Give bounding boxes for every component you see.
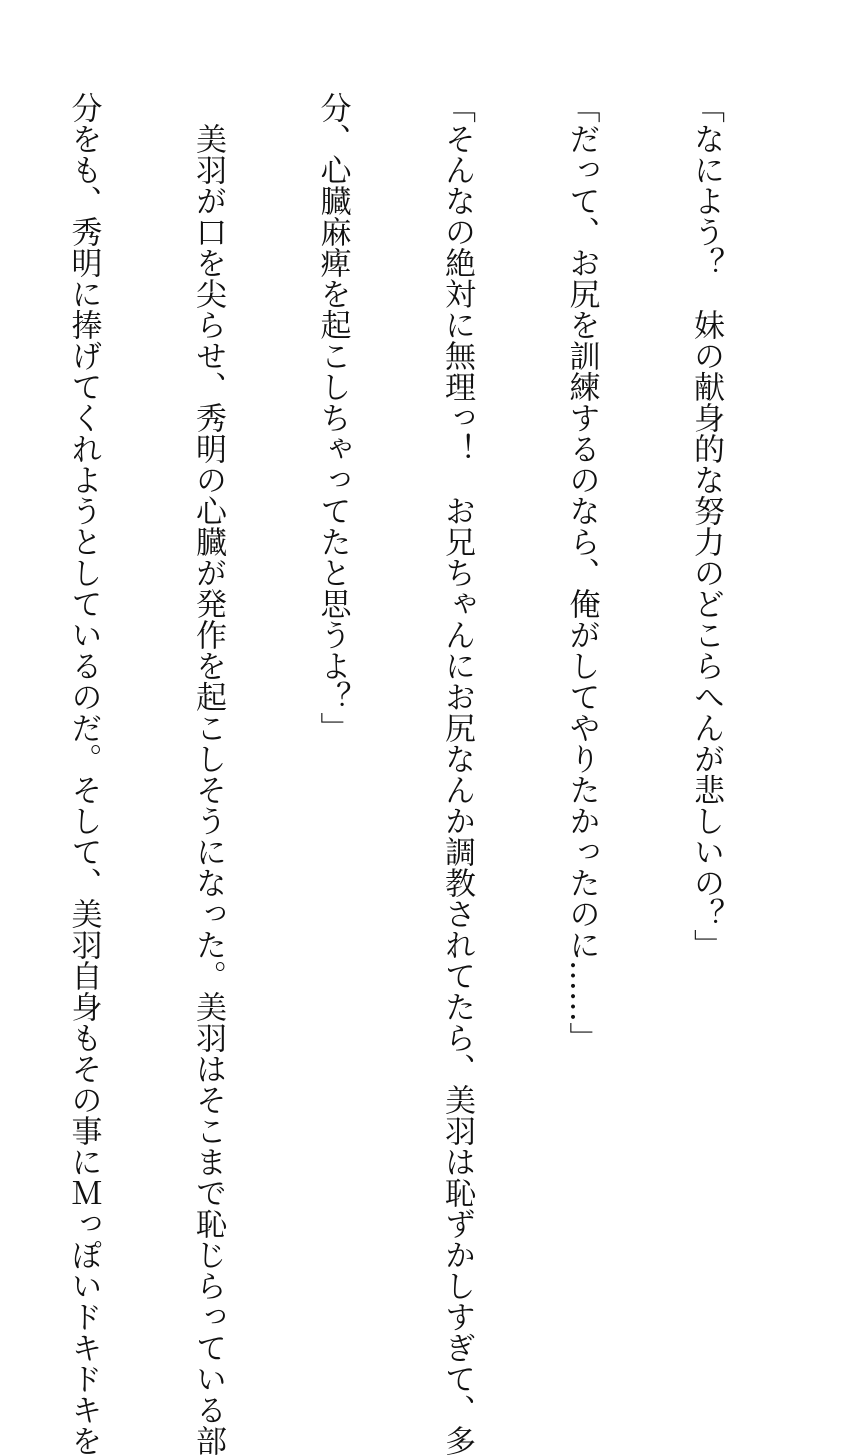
- text-line: 「なによう？ 妹の献身的な努力のどこらへんが悲しいの？」: [688, 92, 724, 960]
- text-line: 分をも、秀明に捧げてくれようとしているのだ。そして、美羽自身もその事にＭっぽいドキドキを: [65, 92, 102, 1456]
- vertical-text-body: [24, 92, 809, 1456]
- text-line: 「だって、お尻を訓練するのなら、俺がしてやりたかったのに……」: [563, 92, 600, 1053]
- text-line: 分、心臓麻痺を起こしちゃってたと思うよ？」: [314, 92, 351, 743]
- text-line: 「そんなの絶対に無理っ！ お兄ちゃんにお尻なんか調教されてたら、美羽は恥ずかしすぎて、多: [439, 92, 475, 1456]
- text-line: 美羽が口を尖らせ、秀明の心臓が発作を起こしそうになった。美羽はそこまで恥じらっている部: [190, 92, 226, 1456]
